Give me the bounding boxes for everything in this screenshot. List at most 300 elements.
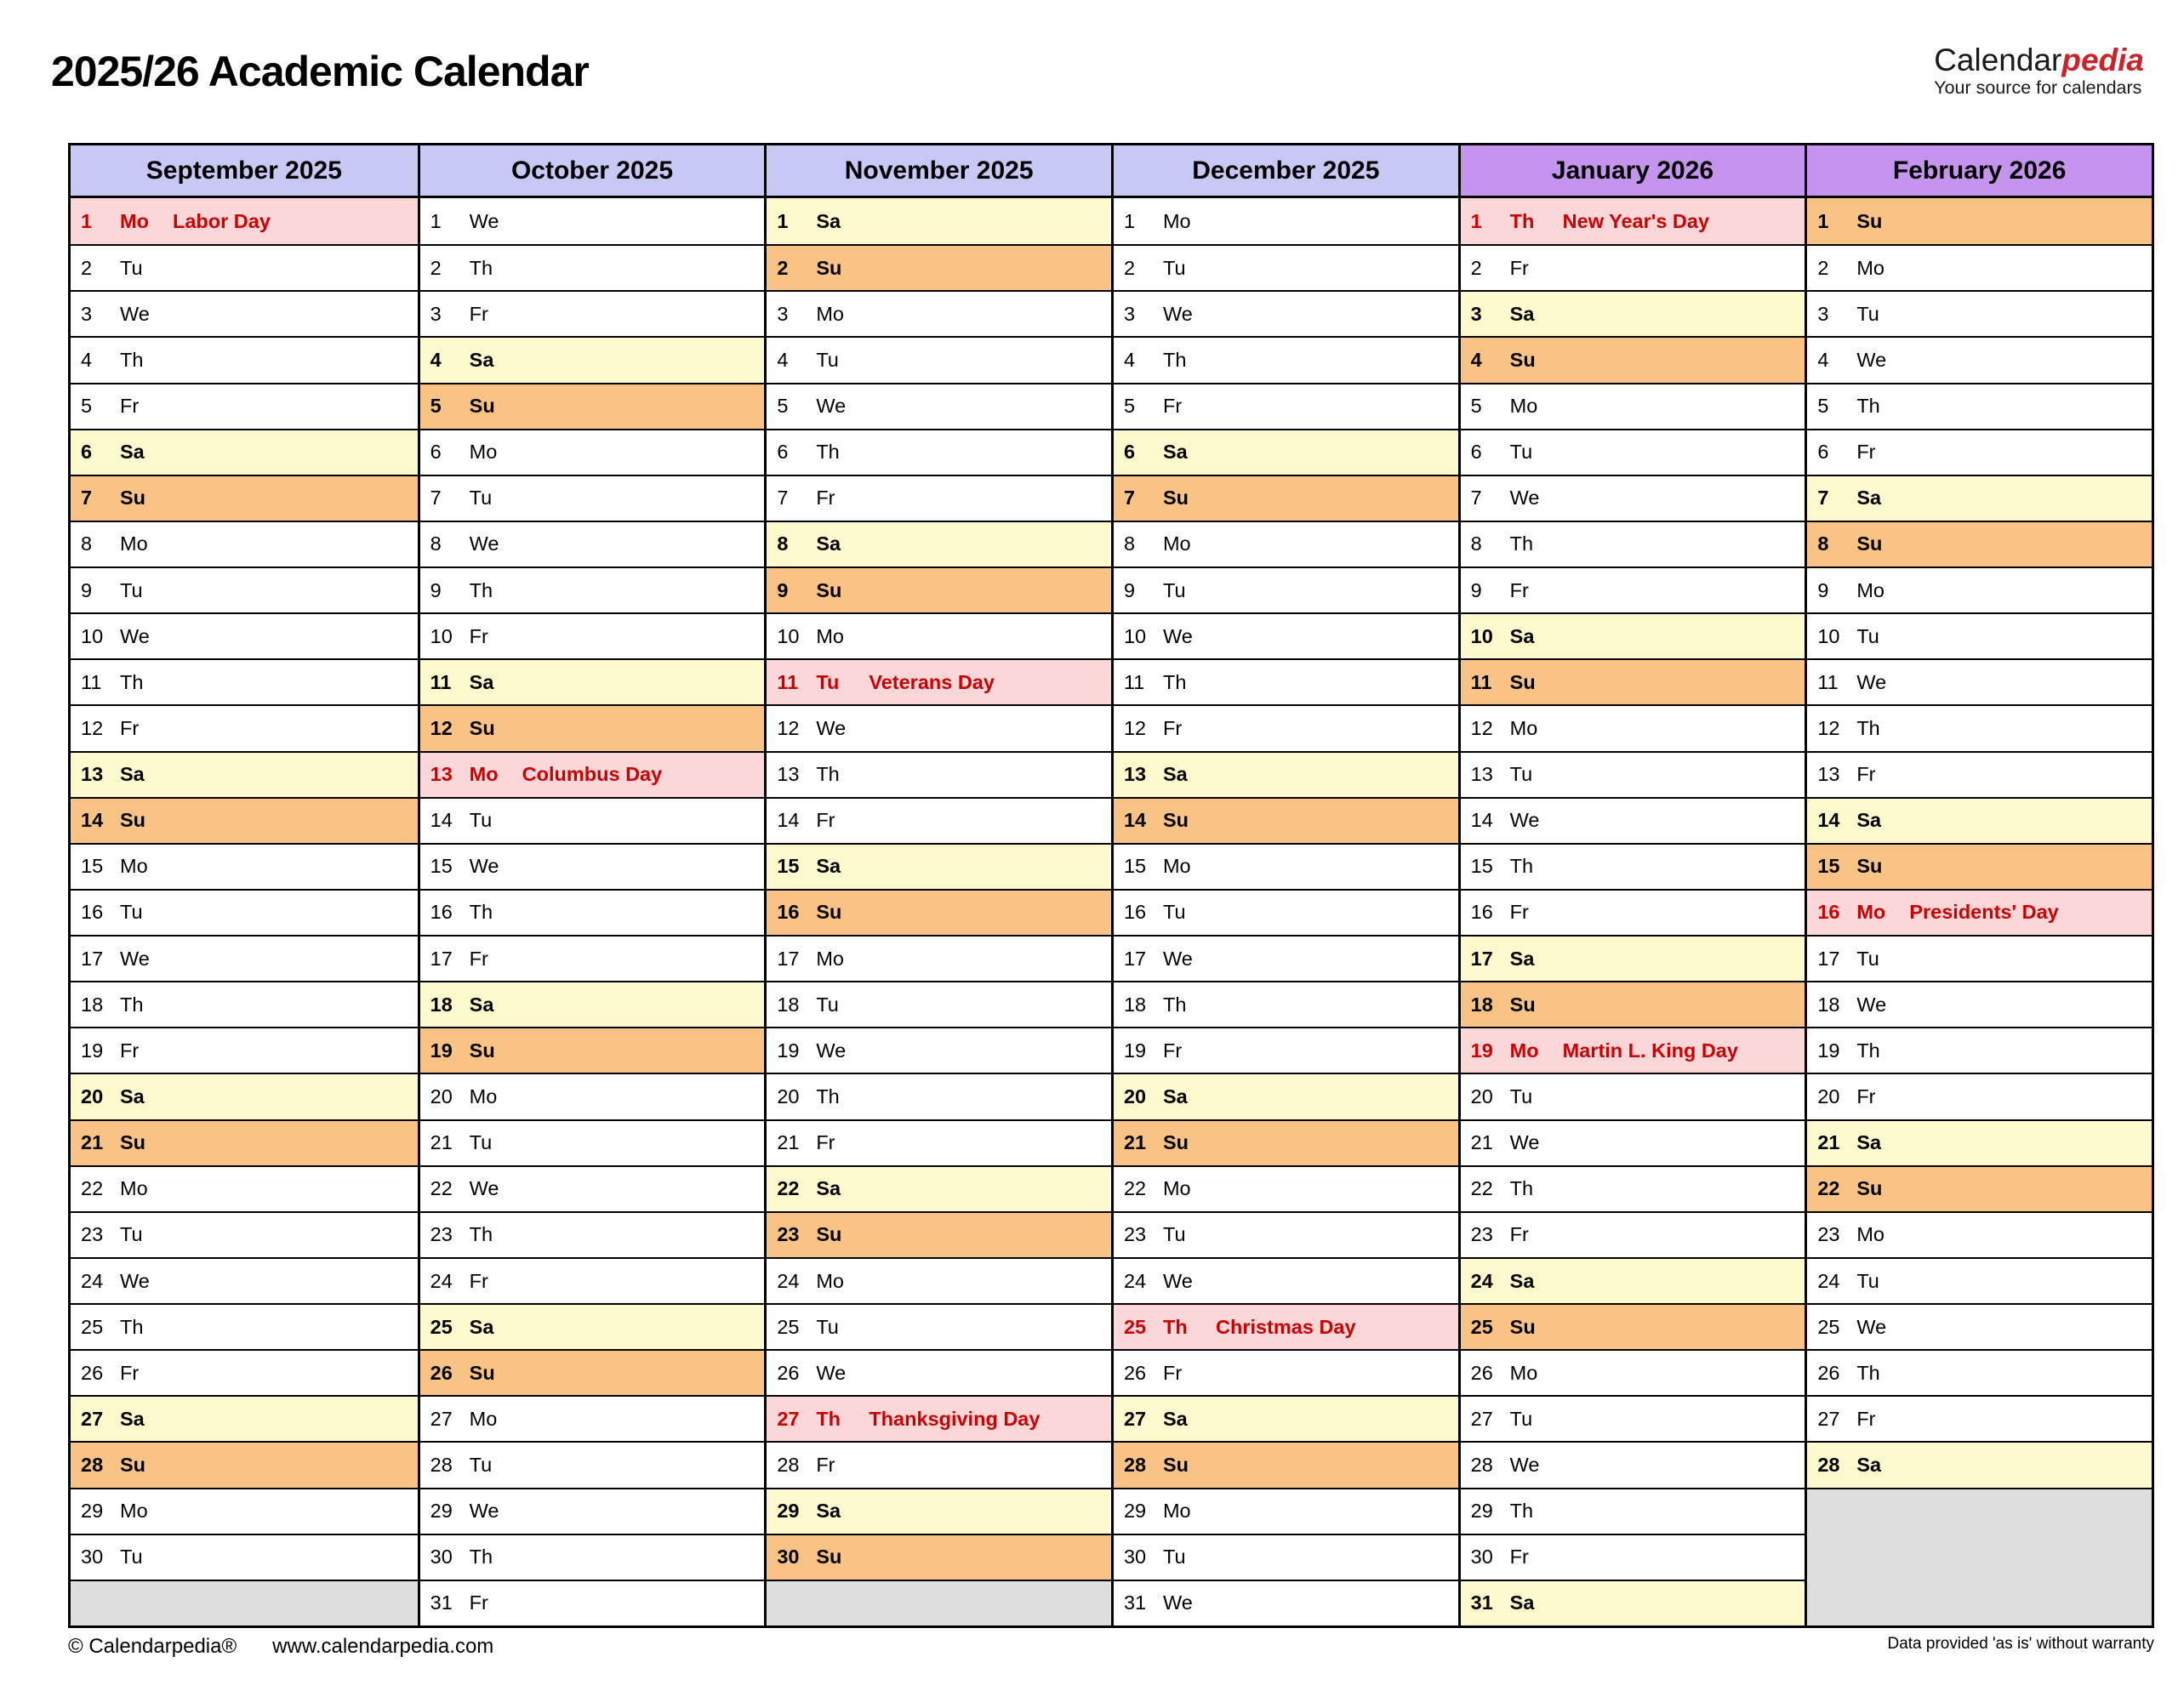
day-cell <box>1807 1027 2152 1073</box>
day-weekday: Th <box>1856 395 1880 418</box>
day-cell <box>1114 797 1458 843</box>
day-weekday: Mo <box>469 1407 498 1430</box>
day-weekday: Mo <box>120 532 148 555</box>
day-number: 24 <box>777 1269 800 1292</box>
day-number: 11 <box>81 670 102 693</box>
day-weekday: Sa <box>1856 1131 1882 1154</box>
day-weekday: Th <box>469 901 493 924</box>
day-cell <box>71 1211 418 1257</box>
day-cell <box>767 1073 1111 1119</box>
day-number: 6 <box>81 441 93 464</box>
day-number: 19 <box>777 1039 800 1062</box>
day-cell <box>1461 566 1805 612</box>
day-number: 22 <box>430 1177 453 1200</box>
day-number: 11 <box>1470 670 1492 693</box>
day-cell <box>1114 658 1458 704</box>
day-cell <box>767 935 1111 981</box>
day-weekday: Fr <box>1509 578 1529 601</box>
day-number: 7 <box>430 487 442 510</box>
day-weekday: Mo <box>469 1085 498 1107</box>
day-weekday: We <box>816 1361 847 1384</box>
month-column <box>1111 145 1458 1625</box>
day-cell <box>1461 612 1805 658</box>
day-cell <box>1807 889 2152 935</box>
day-cell <box>1807 566 2152 612</box>
day-weekday: Tu <box>816 348 839 371</box>
day-weekday: We <box>1509 487 1540 510</box>
day-number: 8 <box>1123 532 1136 555</box>
day-cell <box>1114 475 1458 521</box>
day-number: 29 <box>777 1500 800 1523</box>
day-number: 4 <box>1470 348 1482 371</box>
day-number: 26 <box>81 1361 104 1384</box>
day-number: 5 <box>81 395 93 418</box>
day-cell <box>71 889 418 935</box>
day-weekday: We <box>120 947 150 970</box>
day-number: 15 <box>1817 855 1840 878</box>
day-cell <box>1461 843 1805 889</box>
day-weekday: Fr <box>120 1361 140 1384</box>
day-cell <box>767 1165 1111 1211</box>
day-cell <box>420 751 765 797</box>
day-number: 11 <box>430 670 452 693</box>
day-weekday: Tu <box>469 487 493 510</box>
day-weekday: Fr <box>1509 1546 1529 1569</box>
day-number: 21 <box>1123 1131 1147 1154</box>
day-cell <box>767 1211 1111 1257</box>
day-number: 31 <box>1123 1591 1147 1614</box>
day-weekday: Sa <box>1509 947 1535 970</box>
day-weekday: Su <box>816 901 842 924</box>
day-weekday: Tu <box>816 1315 839 1338</box>
day-weekday: Th <box>1856 716 1880 739</box>
day-number: 7 <box>1123 487 1136 510</box>
day-cell <box>420 1441 765 1487</box>
day-weekday: Th <box>469 1223 493 1246</box>
day-weekday: Tu <box>1856 302 1879 325</box>
day-number: 29 <box>1123 1500 1147 1523</box>
month-header: October 2025 <box>420 145 765 198</box>
day-weekday: Su <box>1162 487 1189 510</box>
day-weekday: Fr <box>469 302 488 325</box>
day-weekday: Th <box>816 763 840 786</box>
day-cell <box>1461 1027 1805 1073</box>
day-number: 23 <box>1470 1223 1493 1246</box>
day-cell <box>1114 612 1458 658</box>
day-number: 3 <box>777 302 789 325</box>
day-number: 28 <box>1817 1454 1840 1477</box>
day-cell <box>1807 475 2152 521</box>
day-number: 10 <box>1470 624 1493 647</box>
day-number: 12 <box>81 716 104 739</box>
day-number: 1 <box>1470 209 1482 232</box>
day-cell <box>1461 383 1805 429</box>
day-cell <box>1807 658 2152 704</box>
day-cell <box>767 612 1111 658</box>
day-number: 9 <box>81 578 93 601</box>
day-cell <box>420 1073 765 1119</box>
day-number: 12 <box>430 716 453 739</box>
day-weekday: Su <box>469 716 495 739</box>
day-weekday: We <box>1162 624 1193 647</box>
day-weekday: Mo <box>816 1269 844 1292</box>
day-cell <box>71 1027 418 1073</box>
day-weekday: Fr <box>469 1269 488 1292</box>
day-weekday: Th <box>1856 1361 1880 1384</box>
day-cell <box>1461 1580 1805 1625</box>
day-number: 15 <box>430 855 453 878</box>
day-weekday: We <box>469 209 499 232</box>
day-number: 10 <box>81 624 104 647</box>
day-number: 19 <box>1123 1039 1147 1062</box>
day-weekday: Th <box>1162 1315 1188 1338</box>
day-cell <box>71 429 418 475</box>
day-number: 9 <box>1470 578 1482 601</box>
day-weekday: Fr <box>1856 441 1876 464</box>
day-number: 26 <box>777 1361 800 1384</box>
day-number: 21 <box>1817 1131 1840 1154</box>
day-cell <box>1807 935 2152 981</box>
day-cell <box>420 1303 765 1349</box>
day-cell <box>767 566 1111 612</box>
day-cell <box>1461 198 1805 244</box>
day-cell <box>420 612 765 658</box>
day-weekday: Su <box>816 578 842 601</box>
day-number: 28 <box>430 1454 453 1477</box>
day-cell <box>71 521 418 566</box>
day-weekday: Mo <box>120 1500 148 1523</box>
day-cell <box>420 566 765 612</box>
day-number: 15 <box>777 855 800 878</box>
day-number: 25 <box>1123 1315 1147 1338</box>
day-number: 22 <box>777 1177 800 1200</box>
day-cell <box>1807 244 2152 290</box>
day-number: 18 <box>1123 993 1147 1016</box>
day-weekday: We <box>469 1177 499 1200</box>
day-cell <box>767 889 1111 935</box>
day-cell <box>1114 843 1458 889</box>
day-weekday: Th <box>1509 1500 1534 1523</box>
day-number: 26 <box>1470 1361 1493 1384</box>
day-number: 29 <box>430 1500 453 1523</box>
day-cell <box>1807 521 2152 566</box>
day-cell <box>1461 1441 1805 1487</box>
day-cell <box>767 290 1111 336</box>
day-weekday: Tu <box>120 901 143 924</box>
day-weekday: Th <box>1856 1039 1880 1062</box>
day-number: 5 <box>777 395 789 418</box>
day-number: 16 <box>430 901 453 924</box>
day-number: 12 <box>1470 716 1493 739</box>
day-weekday: Mo <box>1162 209 1191 232</box>
day-cell <box>1807 1349 2152 1395</box>
day-cell <box>1114 290 1458 336</box>
day-weekday: We <box>1162 302 1193 325</box>
day-number: 25 <box>81 1315 104 1338</box>
day-cell <box>71 1257 418 1303</box>
day-cell <box>71 1395 418 1441</box>
day-weekday: Sa <box>816 532 841 555</box>
day-number: 18 <box>81 993 104 1016</box>
day-cell <box>71 1303 418 1349</box>
day-cell <box>1461 521 1805 566</box>
day-weekday: Sa <box>1509 1269 1535 1292</box>
day-weekday: Tu <box>1162 256 1186 279</box>
day-weekday: Th <box>120 670 144 693</box>
day-number: 11 <box>777 670 799 693</box>
day-weekday: We <box>469 855 499 878</box>
day-number: 28 <box>1123 1454 1147 1477</box>
day-cell <box>1114 751 1458 797</box>
day-number: 5 <box>430 395 442 418</box>
day-cell <box>767 198 1111 244</box>
day-weekday: Tu <box>1162 1546 1186 1569</box>
day-cell <box>1114 198 1458 244</box>
day-cell <box>1114 1303 1458 1349</box>
day-cell <box>420 1211 765 1257</box>
day-weekday: Mo <box>1509 1039 1539 1062</box>
day-weekday: Mo <box>1509 1361 1538 1384</box>
day-weekday: Su <box>816 1223 842 1246</box>
day-weekday: We <box>1856 993 1887 1016</box>
day-cell <box>767 244 1111 290</box>
day-number: 28 <box>81 1454 104 1477</box>
day-weekday: We <box>816 1039 847 1062</box>
day-number: 27 <box>430 1407 453 1430</box>
day-number: 20 <box>777 1085 800 1107</box>
day-weekday: Tu <box>1162 901 1186 924</box>
day-number: 28 <box>777 1454 800 1477</box>
day-weekday: Th <box>1162 348 1187 371</box>
day-number: 25 <box>430 1315 453 1338</box>
day-cell <box>1114 1027 1458 1073</box>
day-cell <box>1114 1211 1458 1257</box>
day-cell <box>420 1488 765 1534</box>
day-weekday: Sa <box>1509 1591 1535 1614</box>
day-weekday: Mo <box>469 763 499 786</box>
day-number: 2 <box>81 256 93 279</box>
day-number: 22 <box>1817 1177 1840 1200</box>
day-cell <box>420 429 765 475</box>
day-cell <box>420 981 765 1027</box>
day-cell <box>1461 336 1805 382</box>
day-cell <box>71 612 418 658</box>
logo-brand-black: Calendar <box>1934 43 2062 77</box>
day-cell <box>420 521 765 566</box>
day-number: 10 <box>777 624 800 647</box>
day-cell <box>420 1027 765 1073</box>
logo-brand <box>1934 44 2144 76</box>
day-cell <box>767 797 1111 843</box>
day-cell <box>420 1395 765 1441</box>
day-cell <box>767 843 1111 889</box>
holiday-label: Columbus Day <box>522 763 663 786</box>
logo-brand-red: pedia <box>2061 43 2144 77</box>
day-number: 16 <box>1817 901 1840 924</box>
day-number: 31 <box>1470 1591 1493 1614</box>
day-cell <box>767 751 1111 797</box>
day-cell <box>1114 429 1458 475</box>
day-number: 19 <box>1817 1039 1840 1062</box>
empty-cell <box>1807 1488 2152 1625</box>
day-number: 10 <box>1123 624 1147 647</box>
day-cell <box>1461 889 1805 935</box>
day-number: 13 <box>81 763 104 786</box>
day-number: 23 <box>81 1223 104 1246</box>
day-cell <box>767 1395 1111 1441</box>
day-weekday: Sa <box>1162 1407 1188 1430</box>
day-cell <box>1114 1119 1458 1165</box>
day-cell <box>1114 981 1458 1027</box>
day-weekday: We <box>1856 1315 1887 1338</box>
day-number: 11 <box>1817 670 1839 693</box>
day-weekday: Tu <box>469 1454 493 1477</box>
day-number: 6 <box>777 441 789 464</box>
day-weekday: Fr <box>816 809 835 832</box>
day-cell <box>420 244 765 290</box>
day-cell <box>1114 566 1458 612</box>
day-weekday: Tu <box>469 1131 493 1154</box>
day-weekday: Sa <box>120 1407 145 1430</box>
day-number: 20 <box>1123 1085 1147 1107</box>
day-cell <box>1114 1165 1458 1211</box>
day-cell <box>1461 290 1805 336</box>
day-cell <box>71 336 418 382</box>
day-cell <box>420 1534 765 1580</box>
day-number: 6 <box>430 441 442 464</box>
day-cell <box>767 383 1111 429</box>
day-weekday: Th <box>816 441 840 464</box>
day-number: 14 <box>1817 809 1840 832</box>
day-weekday: We <box>1856 348 1887 371</box>
day-weekday: Mo <box>1856 901 1886 924</box>
day-number: 6 <box>1470 441 1482 464</box>
day-number: 21 <box>1470 1131 1493 1154</box>
day-cell <box>420 1165 765 1211</box>
day-cell <box>1807 383 2152 429</box>
day-number: 20 <box>1817 1085 1840 1107</box>
day-number: 19 <box>81 1039 104 1062</box>
empty-cell <box>71 1580 418 1625</box>
day-weekday: Mo <box>1856 578 1884 601</box>
day-weekday: Sa <box>816 1500 841 1523</box>
day-number: 10 <box>1817 624 1840 647</box>
day-weekday: Su <box>1856 209 1883 232</box>
day-cell <box>1114 383 1458 429</box>
day-number: 22 <box>1123 1177 1147 1200</box>
day-cell <box>767 704 1111 750</box>
day-weekday: Su <box>816 1546 842 1569</box>
day-cell <box>1114 1395 1458 1441</box>
day-number: 28 <box>1470 1454 1493 1477</box>
day-number: 1 <box>1123 209 1136 232</box>
day-number: 23 <box>1123 1223 1147 1246</box>
day-number: 15 <box>1123 855 1147 878</box>
day-cell <box>1461 1303 1805 1349</box>
day-weekday: We <box>1162 947 1193 970</box>
day-cell <box>1114 1073 1458 1119</box>
day-number: 8 <box>81 532 93 555</box>
day-cell <box>767 1303 1111 1349</box>
day-cell <box>420 290 765 336</box>
day-cell <box>71 981 418 1027</box>
month-column <box>71 145 418 1625</box>
day-number: 25 <box>1470 1315 1493 1338</box>
day-number: 26 <box>430 1361 453 1384</box>
day-number: 14 <box>81 809 104 832</box>
day-cell <box>1461 1395 1805 1441</box>
day-cell <box>1114 889 1458 935</box>
day-cell <box>1461 244 1805 290</box>
day-weekday: Mo <box>120 855 148 878</box>
day-number: 24 <box>1470 1269 1493 1292</box>
day-weekday: Th <box>1509 1177 1534 1200</box>
day-weekday: Sa <box>469 993 494 1016</box>
day-cell <box>420 704 765 750</box>
day-number: 18 <box>777 993 800 1016</box>
day-weekday: Th <box>816 1085 840 1107</box>
day-weekday: Th <box>120 1315 144 1338</box>
month-column <box>418 145 765 1625</box>
day-number: 14 <box>1123 809 1147 832</box>
day-weekday: Mo <box>120 1177 148 1200</box>
day-weekday: Th <box>120 993 144 1016</box>
day-weekday: Tu <box>1509 1407 1533 1430</box>
day-weekday: Sa <box>816 1177 841 1200</box>
day-number: 24 <box>430 1269 453 1292</box>
day-weekday: Su <box>120 1131 146 1154</box>
day-weekday: We <box>469 1500 499 1523</box>
day-number: 8 <box>777 532 789 555</box>
day-cell <box>1461 1119 1805 1165</box>
day-cell <box>1807 429 2152 475</box>
day-cell <box>71 704 418 750</box>
day-weekday: Tu <box>469 809 493 832</box>
day-cell <box>1114 1441 1458 1487</box>
day-cell <box>71 935 418 981</box>
day-weekday: Su <box>1509 1315 1536 1338</box>
day-weekday: Fr <box>1162 716 1183 739</box>
day-number: 4 <box>1123 348 1136 371</box>
day-weekday: Su <box>816 256 842 279</box>
day-number: 14 <box>777 809 800 832</box>
day-cell <box>1807 1211 2152 1257</box>
day-cell <box>1807 843 2152 889</box>
day-number: 7 <box>1817 487 1829 510</box>
day-cell <box>1114 1349 1458 1395</box>
day-number: 17 <box>1817 947 1840 970</box>
day-number: 6 <box>1123 441 1136 464</box>
day-cell <box>71 1119 418 1165</box>
day-weekday: Fr <box>469 1591 488 1614</box>
day-number: 29 <box>81 1500 104 1523</box>
day-number: 24 <box>1123 1269 1147 1292</box>
day-number: 8 <box>1470 532 1482 555</box>
day-number: 13 <box>1817 763 1840 786</box>
day-number: 17 <box>1123 947 1147 970</box>
day-cell <box>420 475 765 521</box>
day-number: 15 <box>1470 855 1493 878</box>
day-cell <box>71 383 418 429</box>
day-weekday: Tu <box>1509 1085 1533 1107</box>
day-weekday: Sa <box>816 855 841 878</box>
day-weekday: Mo <box>1509 395 1538 418</box>
day-weekday: Sa <box>1162 441 1188 464</box>
day-number: 2 <box>777 256 789 279</box>
day-weekday: We <box>1162 1591 1193 1614</box>
holiday-label: Labor Day <box>173 209 271 232</box>
day-cell <box>1461 981 1805 1027</box>
